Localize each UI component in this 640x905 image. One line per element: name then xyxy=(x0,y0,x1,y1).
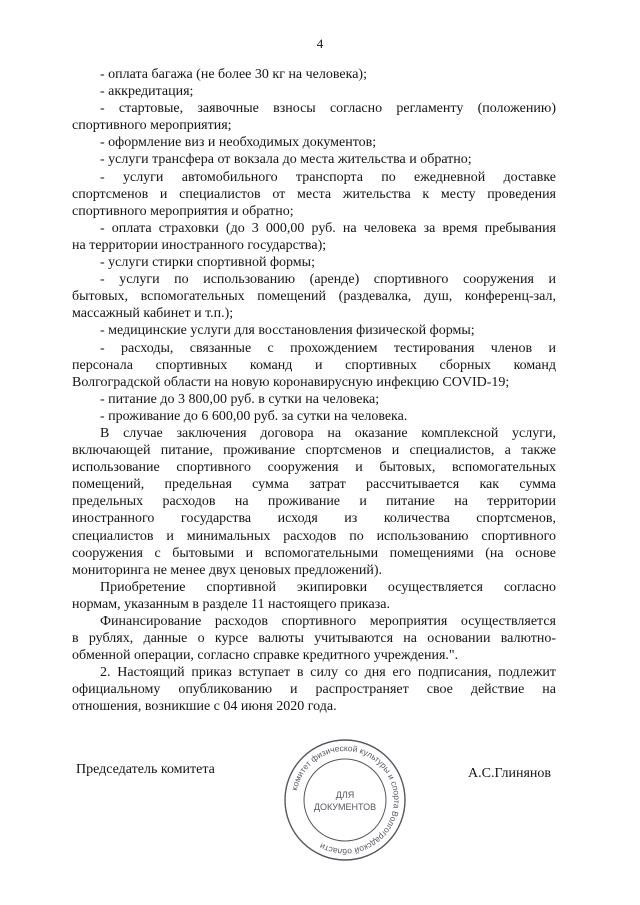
text-line: массажный кабинет и т.п.); xyxy=(72,306,234,322)
text-line: - расходы, связанные с прохождением тестирования членов и xyxy=(100,340,556,356)
document-body xyxy=(72,66,556,716)
text-line: - оформление виз и необходимых документов; xyxy=(100,135,377,151)
text-line: мониторинга не менее двух ценовых предложений). xyxy=(72,562,383,578)
stamp-center-line-1: ДЛЯ xyxy=(335,790,355,800)
text-line: - услуги стирки спортивной формы; xyxy=(100,255,315,271)
text-line: - услуги автомобильного транспорта по ежедневной доставке xyxy=(100,169,556,185)
stamp-inner-ring xyxy=(304,759,386,841)
text-line: специалистов и минимальных расходов по использованию спортивного xyxy=(72,528,556,544)
stamp-center-line-2: ДОКУМЕНТОВ xyxy=(313,802,377,812)
text-line: Волгоградской области на новую коронавирусную инфекцию COVID-19; xyxy=(72,374,510,390)
text-line: - стартовые, заявочные взносы согласно регламенту (положению) xyxy=(100,101,556,117)
text-line: - услуги по использованию (аренде) спортивного сооружения и xyxy=(100,272,556,288)
text-line: предельных расходов на проживание и питание на территории xyxy=(72,494,556,510)
text-line: спортивного мероприятия; xyxy=(72,118,232,134)
text-line: официальному опубликованию и распространяет свое действие на xyxy=(72,682,556,698)
text-line: 2. Настоящий приказ вступает в силу со дня его подписания, подлежит xyxy=(100,665,556,681)
text-line: - питание до 3 800,00 руб. в сутки на человека; xyxy=(100,391,380,407)
text-line: спортивного мероприятия и обратно; xyxy=(72,203,294,219)
text-line: - оплата страховки (до 3 000,00 руб. на человека за время пребывания xyxy=(100,220,556,236)
text-line: в рублях, данные о курсе валюты учитываются на основании валютно- xyxy=(72,631,556,647)
organization-stamp xyxy=(283,738,407,862)
text-line: - услуги трансфера от вокзала до места жительства и обратно; xyxy=(100,152,472,168)
signer-title: Председатель комитета xyxy=(76,762,215,777)
text-line: обменной операции, согласно справке кредитного учреждения.". xyxy=(72,648,459,664)
text-line: включающей питание, проживание спортсменов и специалистов, а также xyxy=(72,443,556,459)
text-line: В случае заключения договора на оказание комплексной услуги, xyxy=(100,425,556,441)
text-line: - оплата багажа (не более 30 кг на человека); xyxy=(100,67,367,82)
text-line: - медицинские услуги для восстановления физической формы; xyxy=(100,323,475,339)
stamp-outer-ring xyxy=(285,740,405,860)
text-line: на территории иностранного государства); xyxy=(72,237,327,253)
text-line: - проживание до 6 600,00 руб. за сутки на человека. xyxy=(100,408,408,424)
text-line: - аккредитация; xyxy=(100,84,194,100)
text-line: персонала спортивных команд и спортивных сборных команд xyxy=(72,357,556,373)
text-line: Приобретение спортивной экипировки осуществляется согласно xyxy=(100,579,556,595)
text-line: помещений, предельная сумма затрат рассчитывается как сумма xyxy=(72,477,556,493)
text-line: Финансирование расходов спортивного мероприятия осуществляется xyxy=(100,614,556,629)
signer-name: А.С.Глинянов xyxy=(468,766,552,781)
text-line: отношения, возникшие с 04 июня 2020 года. xyxy=(72,699,337,715)
stamp-ring-text: комитет физической культуры и спорта Волгоградской области xyxy=(289,742,403,858)
text-line: спортсменов и специалистов от места жительства к месту проведения xyxy=(72,186,556,202)
text-line: использование спортивного сооружения и бытовых, вспомогательных xyxy=(72,460,556,476)
text-line: бытовых, вспомогательных помещений (раздевалка, душ, конференц-зал, xyxy=(72,289,556,305)
text-line: сооружения с бытовыми и вспомогательными помещениями (на основе xyxy=(72,545,556,561)
page-number: 4 xyxy=(316,36,324,51)
text-line: нормам, указанным в разделе 11 настоящего приказа. xyxy=(72,596,390,612)
text-line: иностранного государства исходя из количества спортсменов, xyxy=(72,511,556,527)
